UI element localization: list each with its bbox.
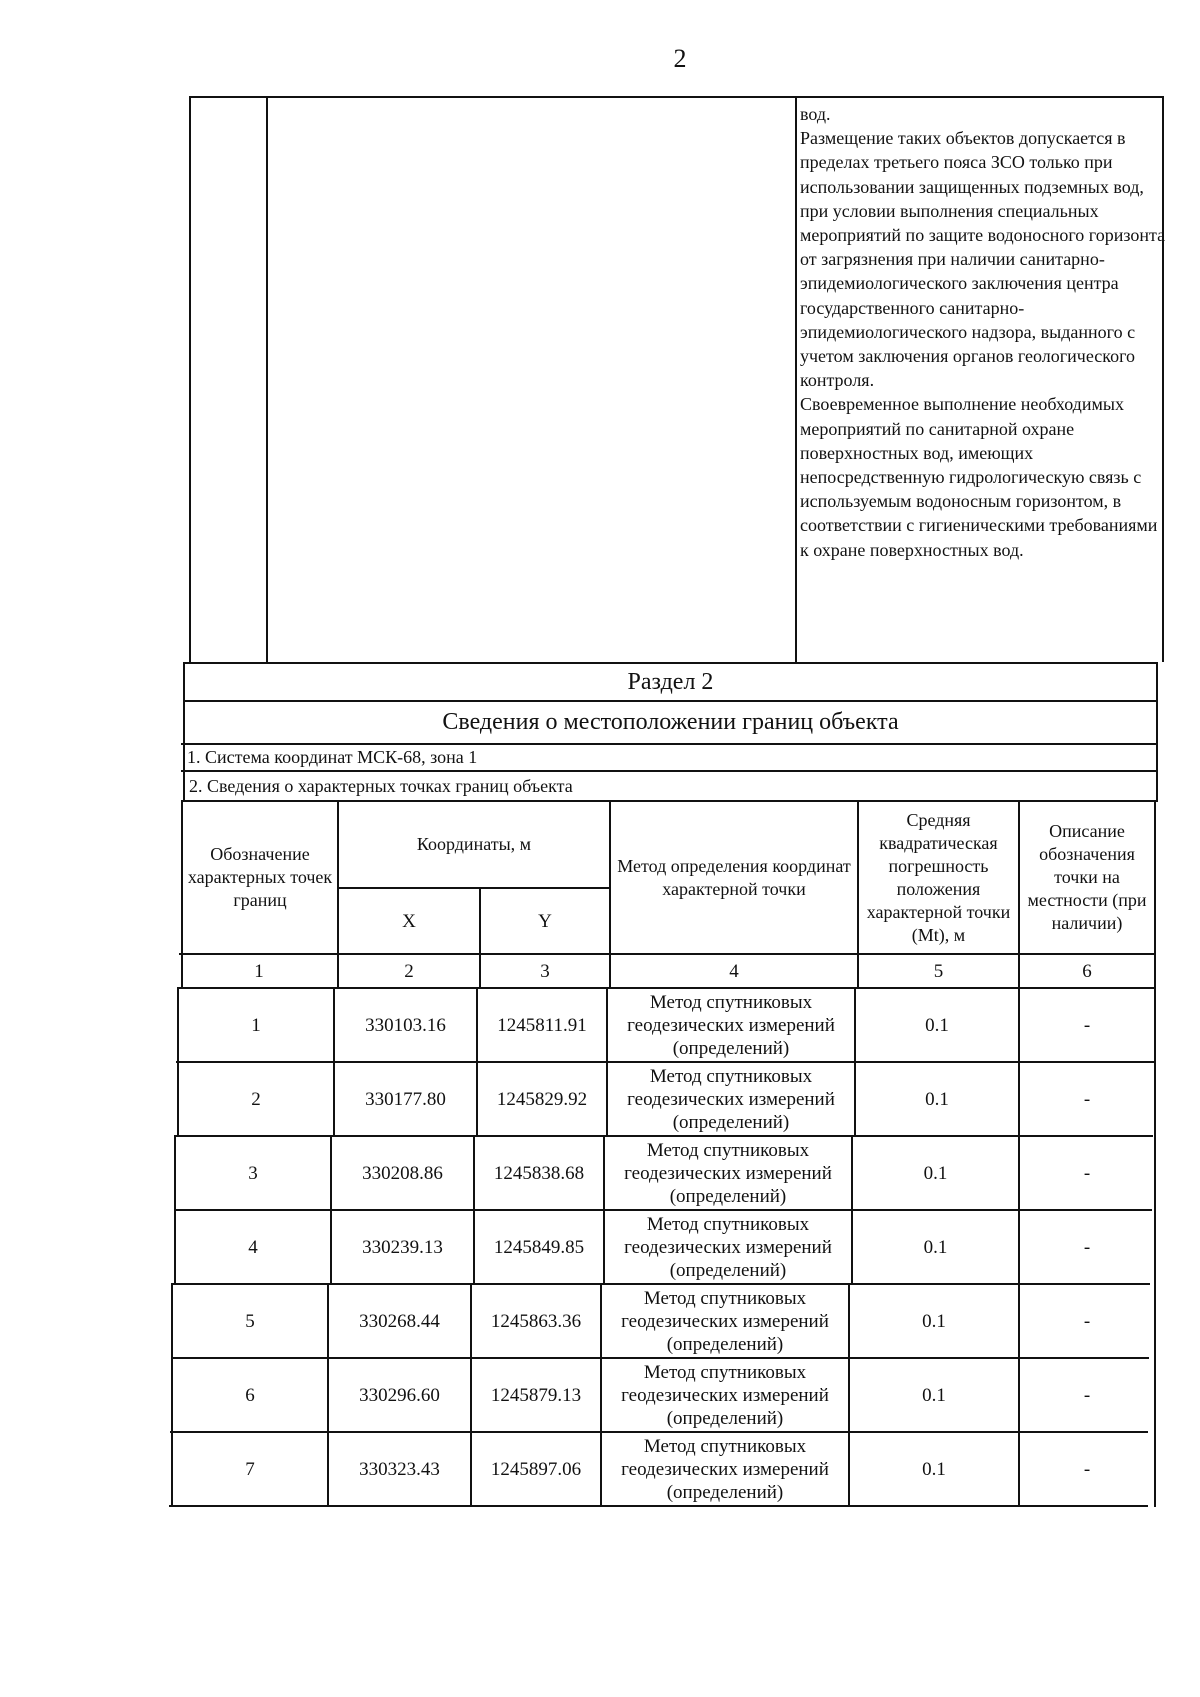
header-y: Y — [538, 910, 552, 932]
header-x: X — [402, 910, 416, 932]
x-coordinate-cell: 330323.43 — [359, 1458, 440, 1480]
point-number-cell: 2 — [251, 1088, 261, 1110]
column-number: 2 — [404, 960, 414, 982]
method-cell: Метод спутниковых геодезических измерений (определений) — [624, 1213, 832, 1281]
points-caption: 2. Сведения о характерных точках границ объекта — [189, 776, 573, 796]
header-description: Описание обозначения точки на местности (при наличии) — [1027, 821, 1147, 933]
point-number-cell: 5 — [245, 1310, 255, 1332]
point-number-cell: 6 — [245, 1384, 255, 1406]
x-coordinate-cell: 330177.80 — [365, 1088, 446, 1110]
method-cell: Метод спутниковых геодезических измерений (определений) — [627, 1065, 835, 1133]
description-cell: - — [1083, 1384, 1091, 1406]
x-coordinate-cell: 330208.86 — [362, 1162, 443, 1184]
continuation-text — [800, 102, 1170, 562]
continuation-top-border — [189, 96, 1164, 98]
header-coordinates: Координаты, м — [416, 834, 532, 854]
error-cell: 0.1 — [922, 1458, 946, 1480]
x-coordinate-cell: 330103.16 — [365, 1014, 446, 1036]
y-coordinate-cell: 1245879.13 — [490, 1384, 582, 1406]
section-subtitle: Сведения о местоположении границ объекта — [442, 709, 899, 735]
continuation-paragraph: вод. — [800, 104, 831, 124]
method-cell: Метод спутниковых геодезических измерений (определений) — [621, 1361, 829, 1429]
description-cell: - — [1083, 1236, 1091, 1258]
point-number-cell: 1 — [251, 1014, 261, 1036]
description-cell: - — [1083, 1458, 1091, 1480]
description-cell: - — [1083, 1014, 1091, 1036]
error-cell: 0.1 — [925, 1088, 949, 1110]
error-cell: 0.1 — [923, 1236, 948, 1258]
method-cell: Метод спутниковых геодезических измерений (определений) — [627, 991, 835, 1059]
description-cell: - — [1083, 1088, 1091, 1110]
error-cell: 0.1 — [922, 1310, 946, 1332]
page-number: 2 — [673, 44, 687, 73]
section-title: Раздел 2 — [627, 668, 714, 695]
x-coordinate-cell: 330268.44 — [359, 1310, 440, 1332]
column-number: 1 — [254, 960, 264, 982]
continuation-column-divider — [795, 96, 797, 662]
continuation-left-border — [189, 96, 191, 662]
y-coordinate-cell: 1245863.36 — [490, 1310, 582, 1332]
point-number-cell: 3 — [248, 1162, 258, 1184]
header-method: Метод определения координат характерной точки — [617, 855, 851, 899]
y-coordinate-cell: 1245838.68 — [493, 1162, 585, 1184]
table-right-border — [1154, 800, 1156, 1507]
column-number: 6 — [1082, 960, 1092, 982]
error-cell: 0.1 — [925, 1014, 949, 1036]
y-coordinate-cell: 1245811.91 — [497, 1014, 587, 1036]
point-number-cell: 4 — [248, 1236, 258, 1258]
coordinate-system: 1. Система координат МСК-68, зона 1 — [187, 747, 478, 767]
x-coordinate-cell: 330296.60 — [359, 1384, 440, 1406]
description-cell: - — [1083, 1162, 1091, 1184]
y-coordinate-cell: 1245849.85 — [493, 1236, 585, 1258]
header-error: Средняя квадратическая погрешность положения характерной точки (Mt), м — [866, 809, 1011, 945]
continuation-paragraph: Своевременное выполнение необходимых мероприятий по санитарной охране поверхностных вод, имеющих непосредственную гидрологическую связь с используемым водоносным горизонтом, в соответствии с гигиеническими требованиями к охране поверхностных вод. — [800, 394, 1158, 560]
column-number: 5 — [933, 960, 944, 982]
y-coordinate-cell: 1245897.06 — [490, 1458, 582, 1480]
x-coordinate-cell: 330239.13 — [362, 1236, 443, 1258]
error-cell: 0.1 — [923, 1162, 948, 1184]
continuation-paragraph: Размещение таких объектов допускается в пределах третьего пояса ЗСО только при использовании защищенных подземных вод, при условии выполнения специальных мероприятий по защите водоносного горизонта от загрязнения при наличии санитарно-эпидемиологического заключения центра государственного санитарно-эпидемиологического надзора, выданного с учетом заключения органов геологического контроля. — [800, 128, 1166, 391]
y-coordinate-cell: 1245829.92 — [496, 1088, 588, 1110]
table-bottom-border — [169, 1505, 1148, 1507]
point-number-cell: 7 — [245, 1458, 255, 1480]
column-number: 4 — [729, 960, 739, 982]
continuation-column-divider — [266, 96, 268, 662]
error-cell: 0.1 — [922, 1384, 946, 1406]
method-cell: Метод спутниковых геодезических измерений (определений) — [624, 1139, 832, 1207]
method-cell: Метод спутниковых геодезических измерений (определений) — [621, 1435, 829, 1503]
description-cell: - — [1083, 1310, 1091, 1332]
method-cell: Метод спутниковых геодезических измерений (определений) — [621, 1287, 829, 1355]
column-number: 3 — [540, 960, 550, 982]
header-point-designation: Обозначение характерных точек границ — [187, 844, 333, 910]
